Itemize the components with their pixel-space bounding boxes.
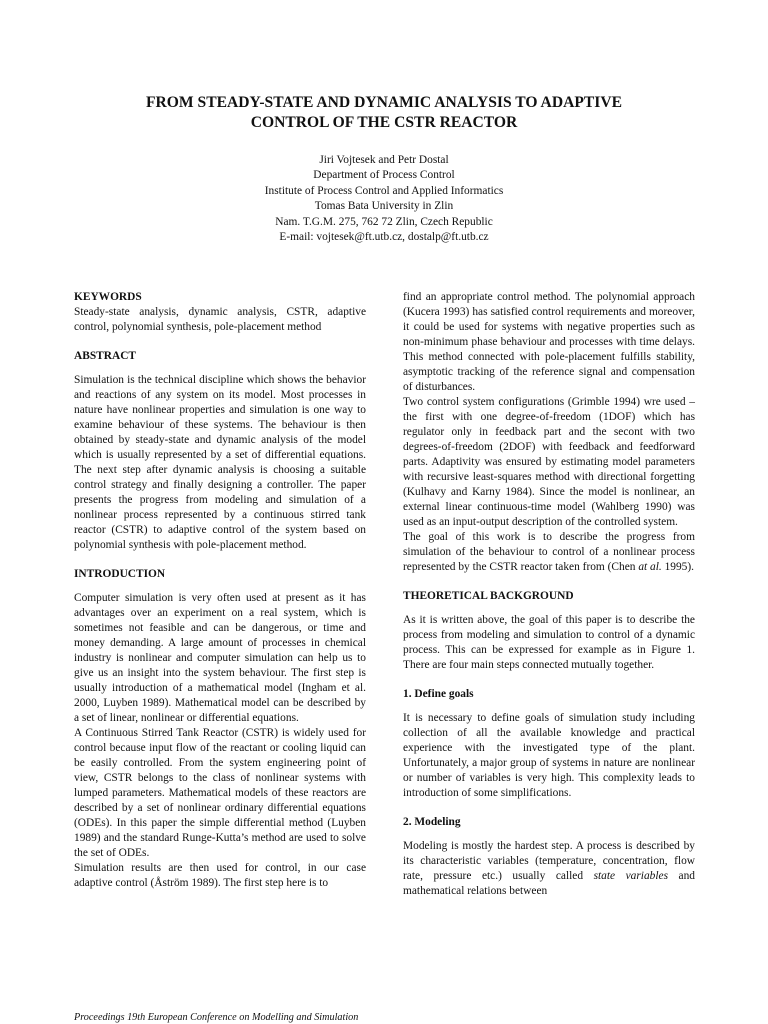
right-column: [403, 290, 695, 913]
left-column: [74, 290, 366, 905]
modeling-section: [403, 815, 695, 899]
author-university: Tomas Bata University in Zlin: [314, 200, 454, 213]
goal-citation-italic: at al.: [638, 561, 662, 573]
abstract-section: [74, 349, 366, 553]
goal-text-start: The goal of this work is to describe the progress from simulation of the behaviour to control of a nonlinear process represented by the CSTR reactor taken from (Chen: [403, 531, 695, 573]
author-institute: Institute of Process Control and Applied Informatics: [264, 184, 504, 197]
introduction-paragraph-1: Computer simulation is very often used at present as it has advantages over an experiment on a real system, which is sometimes not feasible and can be dangerous, or time and money demanding. A large amount of processes in chemical industry is nonlinear and computer simulation can help us to give us an insight into the system behaviour. The first step is usually introduction of a mathematical model (Ingham et al. 2000, Luyben 1989). Mathematical model can be described by a set of linear, nonlinear or differential equations.: [74, 592, 366, 724]
define-goals-text: It is necessary to define goals of simulation study including collection of all the available knowledge and practical experience with the investigated type of the plant. Unfortunately, a major group of systems in nature are nonlinear or number of variables is very high. This complexity leads to introduction of some simplifications.: [403, 712, 695, 799]
author-department: Department of Process Control: [313, 169, 455, 182]
keywords-heading: KEYWORDS: [74, 291, 142, 303]
abstract-heading: ABSTRACT: [74, 350, 137, 362]
introduction-paragraph-6: [403, 530, 695, 575]
author-email: E-mail: vojtesek@ft.utb.cz, dostalp@ft.utb.cz: [279, 231, 489, 244]
introduction-section: [74, 567, 366, 891]
introduction-paragraph-2: A Continuous Stirred Tank Reactor (CSTR) is widely used for control because input flow of the reactant or cooling liquid can be easily controlled. From the system engineering point of view, CSTR belongs to the class of nonlinear systems with lumped parameters. Mathematical models of these reactors are described by a set of nonlinear ordinary differential equations (ODEs). In this paper the simple differential method (Luyben 1989) and the standard Runge-Kutta’s method are used to solve the set of ODEs.: [74, 727, 366, 859]
abstract-text: Simulation is the technical discipline which shows the behavior and reactions of any system on its model. Most processes in nature have nonlinear properties and simulation is one way to examine behaviour of these systems. The behaviour is then obtained by steady-state and dynamic analysis of the model which is usually represented by a set of differential equations. The next step after dynamic analysis is choosing a suitable control strategy and finally designing a controller. The paper presents the progress from modeling and simulation of a nonlinear process represented by a continuous stirred tank reactor (CSTR) to adaptive control of the system based on polynomial synthesis with pole-placement method.: [74, 374, 366, 551]
author-block: [60, 153, 708, 245]
theory-section: [403, 589, 695, 673]
define-goals-section: [403, 687, 695, 801]
author-address: Nam. T.G.M. 275, 762 72 Zlin, Czech Republic: [275, 215, 493, 228]
introduction-paragraph-4: find an appropriate control method. The polynomial approach (Kucera 1993) has satisfied control requirements and moreover, it could be used for systems with negative properties such as non-minimum phase behaviour and processes with time delays. This method connected with pole-placement fulfills stability, asymptotic tracking of the reference signal and compensation of disturbances.: [403, 291, 695, 393]
modeling-text-start: Modeling is mostly the hardest step. A process is described by its characteristic variables (temperature, concentration, flow rate, pressure etc.) usually called: [403, 840, 695, 882]
author-names: Jiri Vojtesek and Petr Dostal: [319, 154, 449, 166]
introduction-paragraph-5: Two control system configurations (Grimble 1994) wre used – the first with one degree-of-freedom (1DOF) which has regulator only in feedback part and the secont with two degrees-of-freedom (2DOF) with feedback and feedforward parts. Adaptivity was ensured by estimating model parameters with recursive least-squares method with directional forgetting (Kulhavy and Karny 1984). Since the model is nonlinear, an external linear continuous-time model (Wahlberg 1990) was used as an input-output description of the controlled system.: [403, 396, 695, 528]
modeling-text: [403, 839, 695, 899]
theory-text: As it is written above, the goal of this paper is to describe the process from modeling and simulation to control of a dynamic process. This can be expressed for example as in Figure 1. There are four main steps connected mutually together.: [403, 614, 695, 671]
modeling-italic-term: state variables: [593, 870, 669, 882]
theory-heading: THEORETICAL BACKGROUND: [403, 590, 574, 602]
introduction-paragraph-3: Simulation results are then used for control, in our case adaptive control (Åström 1989). The first step here is to: [74, 862, 366, 889]
intro-continued-section: [403, 290, 695, 575]
keywords-text: Steady-state analysis, dynamic analysis, CSTR, adaptive control, polynomial synthesis, pole-placement method: [74, 306, 366, 333]
title-line-2: CONTROL OF THE CSTR REACTOR: [250, 114, 518, 131]
title-line-1: FROM STEADY-STATE AND DYNAMIC ANALYSIS TO ADAPTIVE: [146, 94, 622, 111]
goal-text-end: 1995).: [661, 561, 695, 573]
modeling-text-end: and mathematical relations between: [403, 870, 695, 897]
proceedings-footer: Proceedings 19th European Conference on Modelling and Simulation: [74, 1012, 359, 1023]
paper-title: [60, 93, 708, 133]
keywords-section: [74, 290, 366, 335]
introduction-heading: INTRODUCTION: [74, 568, 166, 580]
modeling-heading: 2. Modeling: [403, 816, 461, 828]
define-goals-heading: 1. Define goals: [403, 688, 474, 700]
